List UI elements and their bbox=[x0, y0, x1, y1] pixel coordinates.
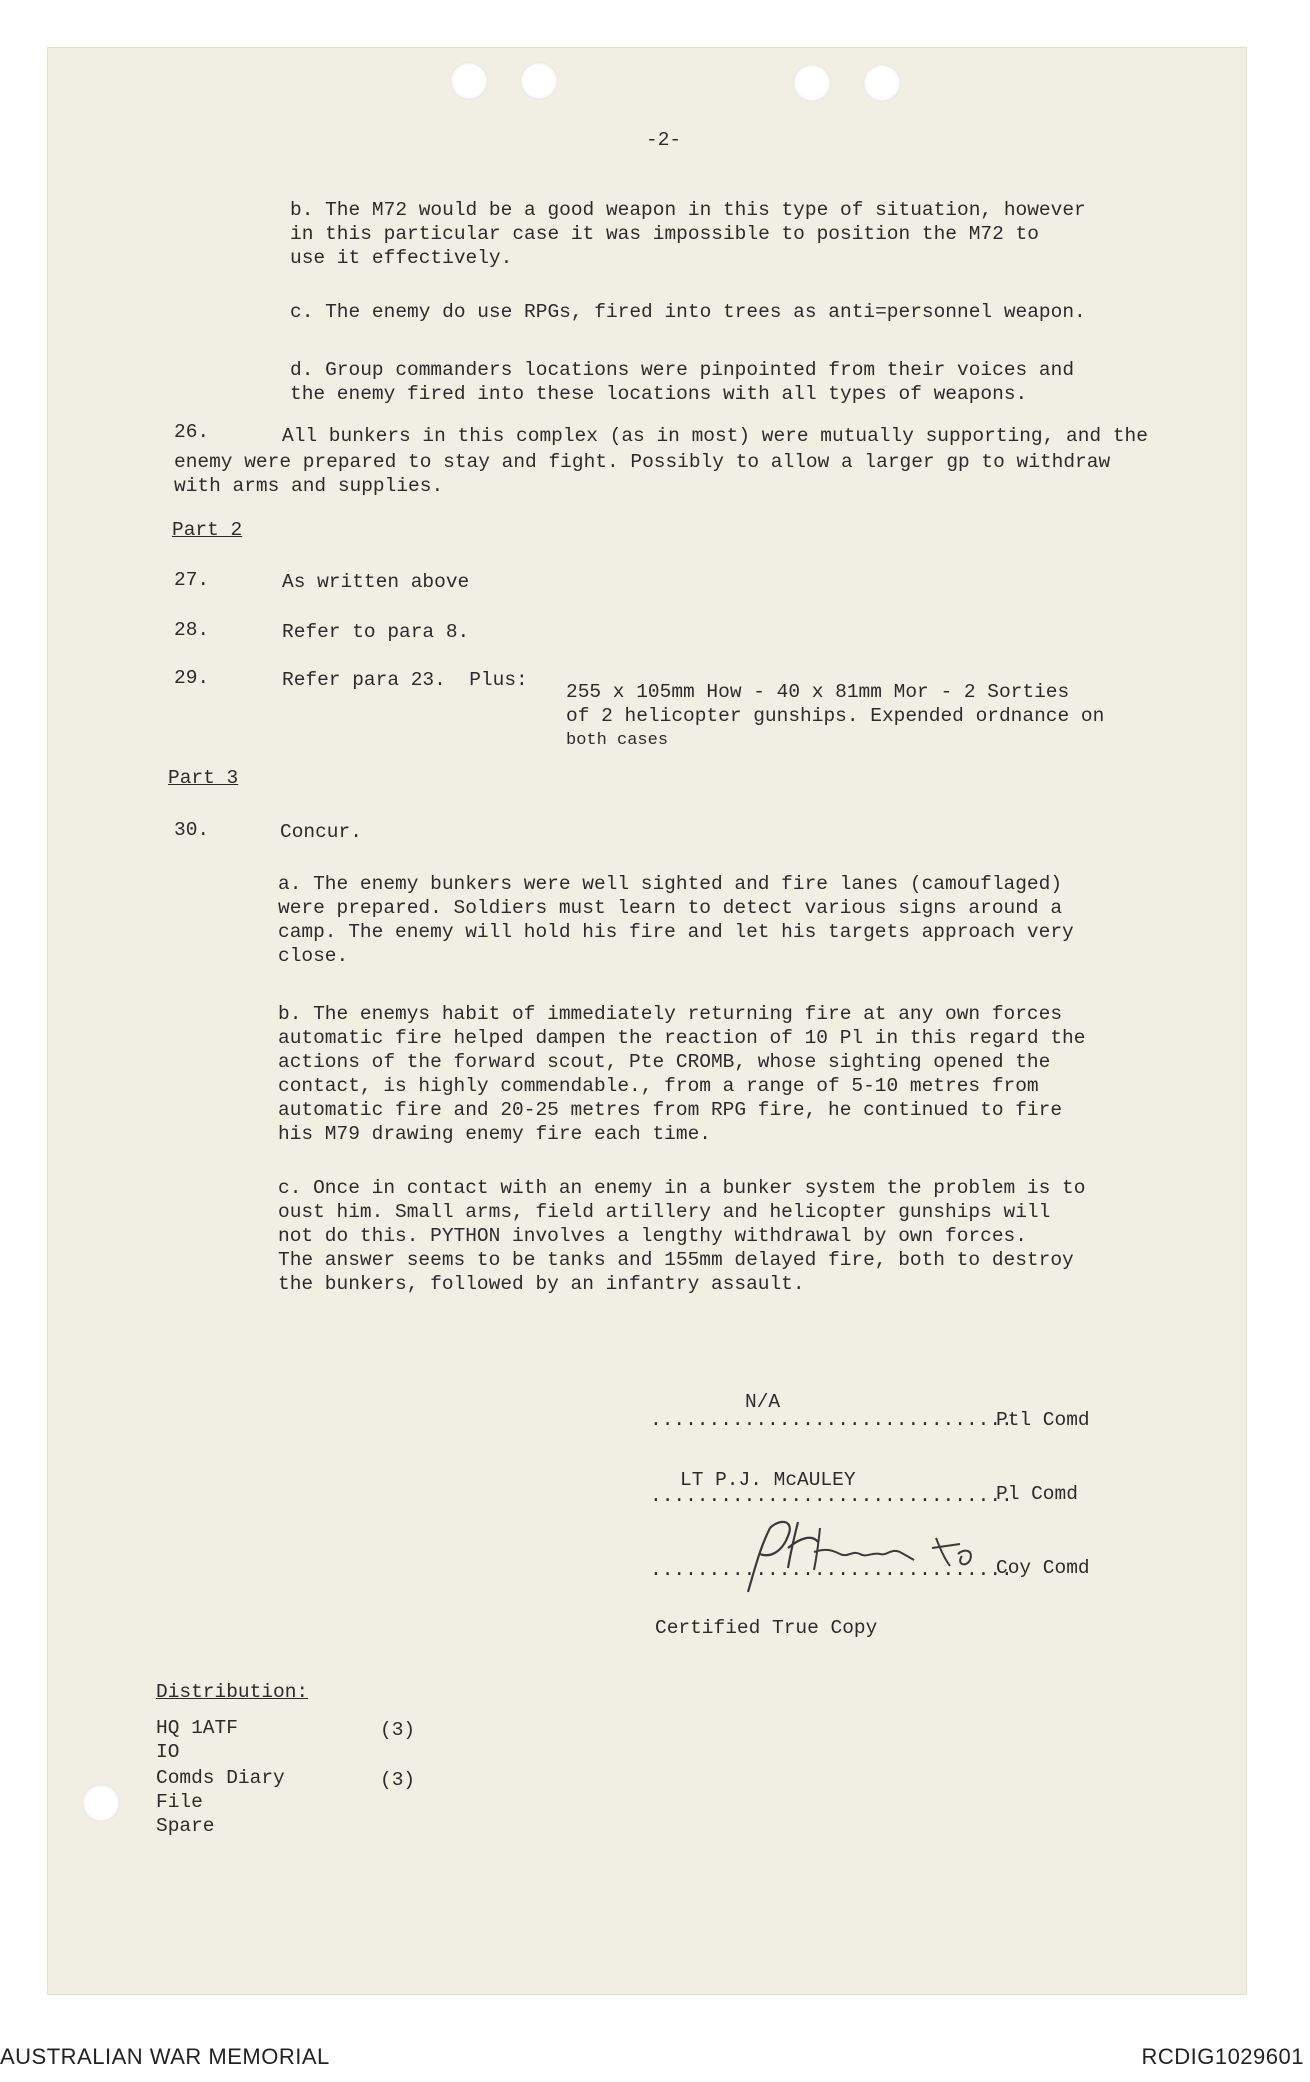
signature-coy-role: Coy Comd bbox=[996, 1557, 1090, 1579]
punch-hole bbox=[863, 64, 901, 102]
para-25-item-b: b. The M72 would be a good weapon in this type of situation, however in this particular case it was impossible to position the M72 to use it effectively. bbox=[290, 199, 1086, 269]
distribution-count: (3) bbox=[380, 1769, 416, 1791]
signature-ptl-dots: ............................... bbox=[650, 1409, 1013, 1431]
signature-coy-dots: ............................... bbox=[650, 1559, 1013, 1581]
para-28-number: 28. bbox=[174, 619, 210, 641]
para-26-text: All bunkers in this complex (as in most) were mutually supporting, and the bbox=[282, 425, 1148, 447]
signature-ptl-role: Ptl Comd bbox=[996, 1409, 1090, 1431]
para-28-text: Refer to para 8. bbox=[282, 621, 470, 643]
handwritten-signature bbox=[700, 1508, 990, 1598]
para-30-item-b: b. The enemys habit of immediately returning fire at any own forces automatic fire helped dampen the reaction of 10 Pl in this regard the actions of the forward scout, Pte CROMB, whose sighting opened the contact, is highly commendable., from a range of 5-10 metres from automatic fire and 20-25 metres from RPG fire, he continued to fire his M79 drawing enemy fire each time. bbox=[278, 1003, 1086, 1145]
para-26-number: 26. bbox=[174, 421, 210, 443]
para-29-text-d: both cases bbox=[566, 731, 669, 750]
page-number: -2- bbox=[646, 129, 682, 151]
signature-pl-name: LT P.J. McAULEY bbox=[680, 1469, 856, 1491]
footer-archive-name: AUSTRALIAN WAR MEMORIAL bbox=[0, 2044, 330, 2069]
signature-pl-dots: ............................... bbox=[650, 1485, 1013, 1507]
para-30-number: 30. bbox=[174, 819, 210, 841]
para-25-item-c: c. The enemy do use RPGs, fired into trees as anti=personnel weapon. bbox=[290, 301, 1086, 323]
para-30-text: Concur. bbox=[280, 821, 362, 843]
distribution-item: IO bbox=[156, 1741, 180, 1763]
distribution-item: Spare bbox=[156, 1815, 215, 1837]
para-29-number: 29. bbox=[174, 667, 210, 689]
punch-hole bbox=[793, 64, 831, 102]
para-29-text: Refer para 23. Plus: bbox=[282, 669, 528, 691]
signature-ptl-name: N/A bbox=[745, 1391, 781, 1413]
para-25-item-d: d. Group commanders locations were pinpointed from their voices and the enemy fired into these locations with all types of weapons. bbox=[290, 359, 1075, 405]
footer-record-id: RCDIG1029601 bbox=[1141, 2044, 1304, 2069]
para-26-text-cont: enemy were prepared to stay and fight. Possibly to allow a larger gp to withdraw with arms and supplies. bbox=[174, 451, 1111, 497]
para-27-number: 27. bbox=[174, 569, 210, 591]
para-29-text-c: of 2 helicopter gunships. Expended ordnance on bbox=[566, 705, 1105, 727]
distribution-item: File bbox=[156, 1791, 203, 1813]
para-30-item-a: a. The enemy bunkers were well sighted and fire lanes (camouflaged) were prepared. Soldiers must learn to detect various signs around a camp. The enemy will hold his fire and let his targets approach very close. bbox=[278, 873, 1074, 967]
para-27-text: As written above bbox=[282, 571, 470, 593]
para-30-item-c: c. Once in contact with an enemy in a bunker system the problem is to oust him. Small arms, field artillery and helicopter gunships will not do this. PYTHON involves a lengthy withdrawal by own forces. The answer seems to be tanks and 155mm delayed fire, both to destroy the bunkers, followed by an infantry assault. bbox=[278, 1177, 1086, 1295]
part-3-heading: Part 3 bbox=[168, 767, 239, 789]
distribution-count: (3) bbox=[380, 1719, 416, 1741]
punch-hole bbox=[450, 62, 488, 100]
punch-hole bbox=[520, 62, 558, 100]
distribution-item: Comds Diary bbox=[156, 1767, 285, 1789]
distribution-heading: Distribution: bbox=[156, 1681, 309, 1703]
certified-true-copy: Certified True Copy bbox=[655, 1617, 878, 1639]
punch-hole bbox=[82, 1784, 120, 1822]
signature-pl-role: Pl Comd bbox=[996, 1483, 1078, 1505]
distribution-item: HQ 1ATF bbox=[156, 1717, 238, 1739]
part-2-heading: Part 2 bbox=[172, 519, 243, 541]
para-29-text-b: 255 x 105mm How - 40 x 81mm Mor - 2 Sorties bbox=[566, 681, 1070, 703]
